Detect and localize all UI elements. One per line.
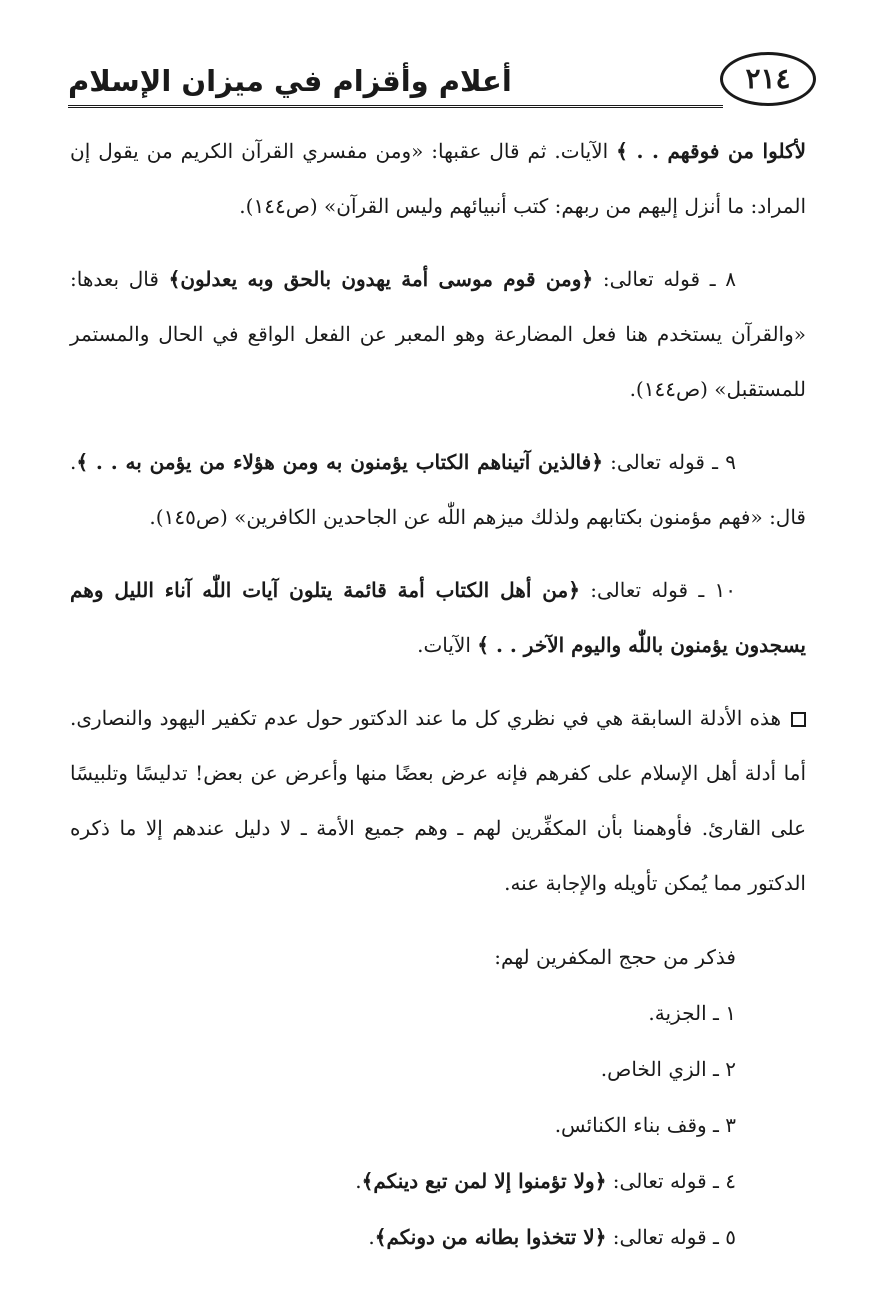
list-item-text: . <box>368 1225 375 1249</box>
paragraph-5 <box>70 691 806 911</box>
list-item <box>70 1209 806 1265</box>
paragraph-3 <box>70 435 806 545</box>
arguments-list <box>70 929 806 1265</box>
list-item-text: ٥ ـ قوله تعالى: <box>606 1225 736 1249</box>
verse-quote: ﴿فالذين آتيناهم الكتاب يؤمنون به ومن هؤلاء من يؤمن به . . ﴾ <box>76 450 603 474</box>
paragraph-text: ٨ ـ قوله تعالى: <box>593 267 736 291</box>
paragraph-1 <box>70 124 806 234</box>
paragraph-2 <box>70 252 806 417</box>
paragraph-4 <box>70 563 806 673</box>
paragraph-text: ٩ ـ قوله تعالى: <box>602 450 736 474</box>
paragraph-text: الآيات. <box>417 633 478 657</box>
list-item: ٣ ـ وقف بناء الكنائس. <box>554 1113 736 1137</box>
verse-quote: ﴿من أهل الكتاب أمة قائمة يتلون آيات اللّٰه آناء الليل وهم يسجدون يؤمنون باللّٰه واليوم الآخر . . ﴾ <box>70 578 806 657</box>
verse-quote: لأكلوا من فوقهم . . ﴾ <box>616 139 806 163</box>
square-bullet-icon <box>791 712 806 727</box>
verse-quote: ﴿ومن قوم موسى أمة يهدون بالحق وبه يعدلون﴾ <box>168 267 594 291</box>
page-number: ٢١٤ <box>720 52 816 106</box>
running-title: أعلام وأقزام في ميزان الإسلام <box>68 64 512 98</box>
page-body <box>70 124 806 1265</box>
paragraph-text: هذه الأدلة السابقة هي في نظري كل ما عند الدكتور حول عدم تكفير اليهود والنصارى. أما أدلة أهل الإسلام على كفرهم فإنه عرض بعضًا منها وأعرض عن بعض! تدليسًا وتلبيسًا على القارئ. فأوهمنا بأن المكفِّرين لهم ـ وهم جميع الأمة ـ لا دليل عندهم إلا ما ذكره الدكتور مما يُمكن تأويله والإجابة عنه. <box>70 706 806 895</box>
list-item <box>70 1153 806 1209</box>
header-rule <box>68 105 723 108</box>
list-item: ١ ـ الجزية. <box>648 1001 736 1025</box>
paragraph-text: . قال: «فهم مؤمنون بكتابهم ولذلك ميزهم اللّٰه عن الجاحدين الكافرين» (ص١٤٥). <box>70 450 806 529</box>
list-item-text: . <box>355 1169 362 1193</box>
paragraph-text: ١٠ ـ قوله تعالى: <box>579 578 737 602</box>
list-item: ٢ ـ الزي الخاص. <box>600 1057 736 1081</box>
verse-quote: ﴿لا تتخذوا بطانه من دونكم﴾ <box>374 1225 607 1249</box>
list-intro: فذكر من حجج المكفرين لهم: <box>494 945 736 969</box>
list-item-text: ٤ ـ قوله تعالى: <box>606 1169 736 1193</box>
verse-quote: ﴿ولا تؤمنوا إلا لمن تبع دينكم﴾ <box>361 1169 607 1193</box>
paragraph-text: قال بعدها: «والقرآن يستخدم هنا فعل المضارعة وهو المعبر عن الفعل الواقع في الحال والمستمر للمستقبل» (ص١٤٤). <box>70 267 806 401</box>
page-header <box>68 44 808 116</box>
paragraph-text: الآيات. ثم قال عقبها: «ومن مفسري القرآن الكريم من يقول إن المراد: ما أنزل إليهم من ربهم: كتب أنبيائهم وليس القرآن» (ص١٤٤). <box>70 139 806 218</box>
